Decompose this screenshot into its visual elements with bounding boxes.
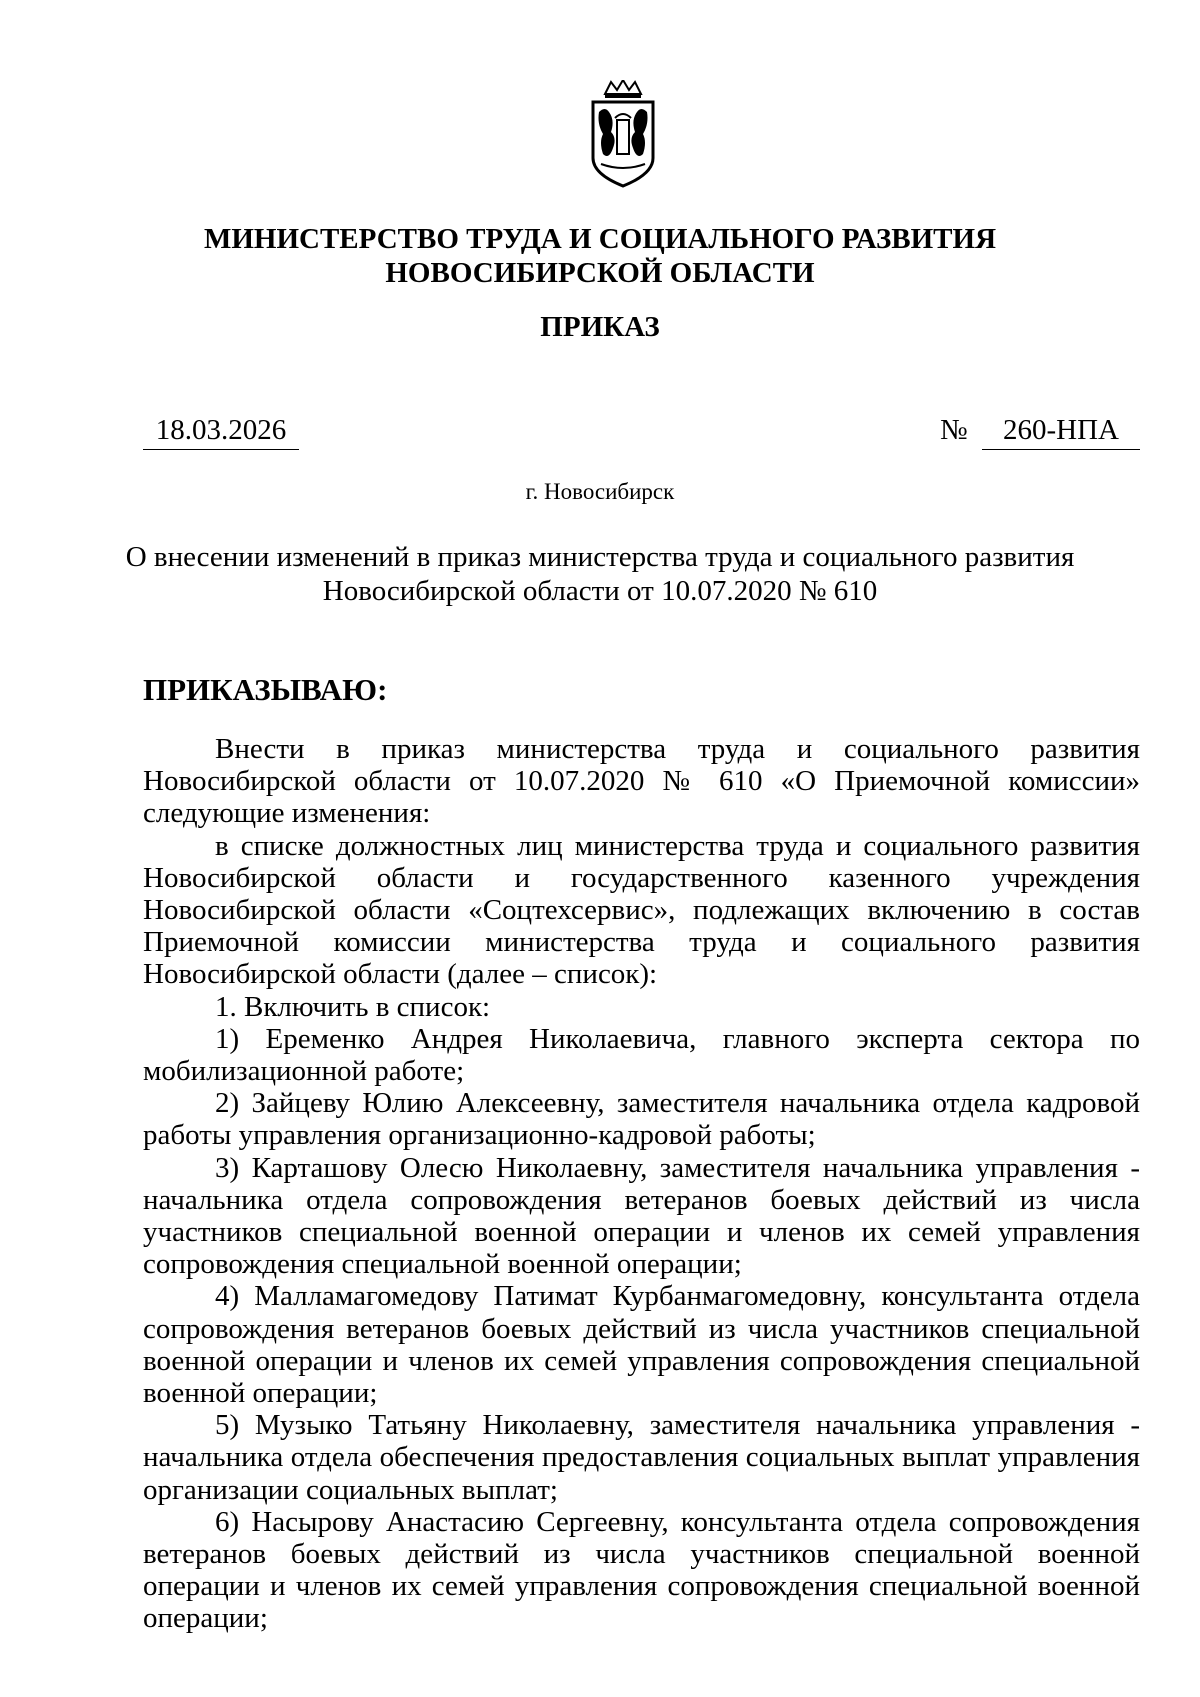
number-sign: №: [940, 414, 968, 446]
order-date: 18.03.2026: [143, 413, 299, 450]
order-number: 260-НПА: [982, 413, 1140, 450]
order-subject: [100, 540, 1100, 608]
list-item: 2) Зайцеву Юлию Алексеевну, заместителя начальника отдела кадровой работы управления организационно-кадровой работы;: [143, 1087, 1140, 1152]
document-type: ПРИКАЗ: [540, 311, 660, 343]
ministry-line-1: МИНИСТЕРСТВО ТРУДА И СОЦИАЛЬНОГО РАЗВИТИЯ: [203, 223, 997, 255]
city: г. Новосибирск: [525, 479, 675, 504]
paragraph-list-scope: в списке должностных лиц министерства труда и социального развития Новосибирской области и государственного казенного учреждения Новосибирской области «Соцтехсервис», подлежащих включению в состав Приемочной комиссии министерства труда и социального развития Новосибирской области (далее – список):: [143, 829, 1140, 991]
list-item: 3) Карташову Олесю Николаевну, заместителя начальника управления - начальника отдела сопровождения ветеранов боевых действий из числа участников специальной военной операции и членов их семей управления сопровождения специальной военной операции;: [143, 1151, 1140, 1281]
orders-heading: ПРИКАЗЫВАЮ:: [143, 672, 388, 707]
subject-line-1: О внесении изменений в приказ министерства труда и социального развития: [125, 541, 1075, 573]
ministry-name: [0, 222, 1200, 290]
subject-line-2: Новосибирской области от 10.07.2020 № 610: [322, 575, 878, 607]
list-item: 1) Еременко Андрея Николаевича, главного эксперта сектора по мобилизационной работе;: [143, 1022, 1140, 1088]
paragraph-include-heading: 1. Включить в список:: [215, 990, 491, 1023]
ministry-line-2: НОВОСИБИРСКОЙ ОБЛАСТИ: [385, 257, 815, 289]
list-item: 4) Малламагомедову Патимат Курбанмагомедовну, консультанта отдела сопровождения ветеранов боевых действий из числа участников специальной военной операции и членов их семей управления сопровождения специальной военной операции;: [143, 1280, 1140, 1410]
list-item: 6) Насырову Анастасию Сергеевну, консультанта отдела сопровождения ветеранов боевых действий из числа участников специальной военной операции и членов их семей управления сопровождения специальной военной операции;: [143, 1505, 1140, 1635]
coat-of-arms-icon: [575, 80, 671, 190]
paragraph-intro: Внести в приказ министерства труда и социального развития Новосибирской области от 10.07.2020 № 610 «О Приемочной комиссии» следующие изменения:: [143, 733, 1140, 830]
list-item: 5) Музыко Татьяну Николаевну, заместителя начальника управления - начальника отдела обеспечения предоставления социальных выплат управления организации социальных выплат;: [143, 1409, 1140, 1506]
order-body: [143, 733, 1140, 1635]
